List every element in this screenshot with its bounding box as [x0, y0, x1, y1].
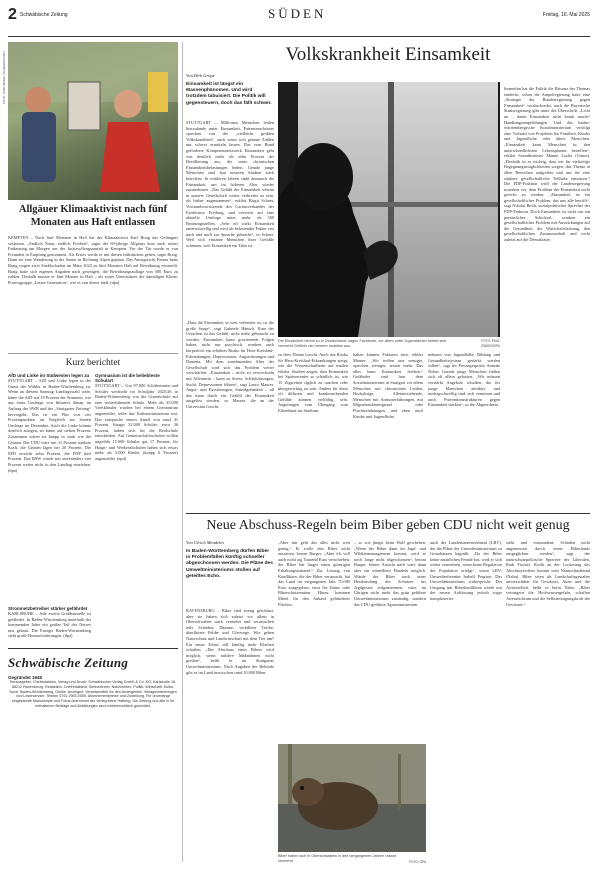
biber-headline: Neue Abschuss-Regeln beim Biber geben CDU nicht weit genug	[206, 518, 570, 533]
biber-col-2: „Aber mir geht das alles nicht weit genug.“ Er wolle den Biber nicht ausrotten, betont Burger. „Aber ich will auch nicht zig Tausend Euro verschieben, der Biber hat längst einen günstigen Erhaltungszustand.“ Zur Lösung von Konflikten, die der Biber verursacht, hat das Land im vergangenen Jahr 70.000 Euro ausgegeben, etwa für Zäune oder Biberschutzmatten. Hinzu kommen Mittel für den Ankauf gefährdeter Flächen.	[278, 540, 350, 607]
main-col-2: „Dass die Einsamkeit so weit verbreitet ist, ist die große Sorge“, sagt Gabriele Hänsch. Eine der Ursachen ist das Gefühl, nicht mehr gebraucht zu werden. Einsamkeit kann gravierende Folgen haben, nicht nur psychisch, sondern auch körperlich: ein erhöhtes Risiko für Herz-Kreislauf-Erkrankungen, Depressionen, Angststörungen und Demenz. Mit dem zunehmenden Alter der Gesellschaft wird sich das Problem weiter verschärfen. „Einsamkeit – nicht zu verwechseln mit Alleinsein – kann zu Stress, Schlafstörungen, Sucht, Depressionen führen“, sagt Laura Maurer. Angst- und Essstörungen, Suizidgedanken – all das kann durch ein Gefühl der Einsamkeit ausgelöst werden, so Maurer, die an der Universität forscht.	[186, 320, 274, 409]
issue-date: Freitag, 16. Mai 2025	[542, 12, 590, 18]
section-rule	[186, 513, 590, 514]
masthead-rule	[8, 36, 590, 37]
left-divider	[8, 353, 178, 354]
main-lead: Einsamkeit ist längst ein Massenphänomen. Und wird trotzdem tabuisiert. Die Politik will gegensteuern, doch das fällt schwer.	[186, 82, 272, 106]
kurz-heading: Kurz berichtet	[65, 358, 121, 368]
biber-col-3: – so wie jüngst beim Wolf geschehen. „Wenn der Biber dann im Jagd- und Wildtiermanagement kommt, wird er noch lange nicht abgeschossen“, betont Burger. Seiner Ansicht nach wäre dann aber ein schnelleres Handeln möglich. Würde der Biber nach einer Herabstufung des Schutzes ins Jagdgesetz aufgenommen, wäre im Übrigen nicht mehr das grün geführte Umweltministerium zuständig, sondern das CDU-geführte Agrarministerium.	[354, 540, 426, 607]
below-photo-col-3: nehmen von Jugendhilfe, Bildung und Gesundheitssystem gestärkt werden sollen“, sagt im Pressegespräch Annette Nolan. Gerade junge Menschen fühlen sich oft allein gelassen. „Wir müssen verstärkt Angebote schaffen, die für junge Menschen attraktiv und niedrigschwellig sind, sich vernetzen und auch Präventionsstrukturen gegen Einsamkeit stärken“, so die Abgeordnete.	[428, 352, 500, 408]
main-headline: Volkskrankheit Einsamkeit	[285, 44, 491, 65]
kurz-item-title: AfD und Linke im Südwesten legen zu	[8, 373, 90, 378]
activist-photo	[8, 42, 178, 200]
kurz-item-body: STUTTGART – AfD und Linke legen in der Gunst der Wähler in Baden-Württemberg zu. Wenn an diesem Sonntag Landtagswahl wäre, käme die AfD auf 19 Prozent der Stimmen, wie aus einer Umfrage von Infratest dimap im Auftrag des SWR und der „Stuttgarter Zeitung“ hervorgeht. Das ist ein Plus von vier Prozentpunkten im Vergleich zur letzten Umfrage im Dezember. Auch die Linke könnte deutlich zulegen, sie käme auf sieben Prozent. Zusammen wären sie knapp so stark wie die Grünen. Die CDU wäre mit 31 Prozent stärkste Kraft, die Grünen lägen bei 20 Prozent. Die SPD erreicht zehn Prozent, die FDP fünf Prozent. Das BSW würde mit unverändert vier Prozent weiter nicht in den Landtag einziehen. (dpa)	[8, 378, 91, 473]
biber-col-1: RAVENSBURG – Biber sind streng geschützt, aber sie haben sich zuletzt vor allem in Oberschwaben stark vermehrt und verursachen teils Schäden: Dämme, verfallene Teiche, überflutete Felder und Uferwege. Wie gehen Naturschutz und Landwirtschaft mit dem Tier um? Ein neuer Erlass soll künftig mehr Klarheit schaffen. „Der Abschuss eines Bibers wird möglich, wenn mildere Maßnahmen nicht greifen“, heißt es im Stuttgarter Umweltministerium. Nach Angaben der Behörde gibt es im Land inzwischen rund 10.000 Biber.	[186, 608, 274, 675]
below-photo-col-2: halten können Faktoren sein, erklärt Maurer. „Wir treffen uns weniger, sprechen weniger, texten mehr. Das alles kann Einsamkeit fördern.“ Gefährdet sind laut dem Sozialministerium in Stuttgart vor allem Menschen mit chronischen Leiden, Hochaltrige, Alleinerziehende, Menschen mit Armutserfahrungen, mit Migrationshintergrund oder Fluchterfahrungen, und eben auch Kinder und Jugendliche.	[353, 352, 423, 419]
column-divider	[182, 42, 183, 862]
impressum-box	[8, 648, 178, 863]
kurz-item-body: STUTTGART – Gut 87.000 Schülerinnen und Schüler wechseln im Schuljahr 2025/26 in Baden-Württemberg von der Grundschule auf eine weiterführende Schule. Mehr als 35.000 Viertklässler wurden bei einem Gymnasium angemeldet, teilte das Kultusministerium mit. Das entspreche einem Anteil von rund 41 Prozent. Knapp 32.000 Schüler, etwa 36 Prozent, haben sich für die Realschule entschieden. Auf Gemeinschaftsschulen wollen ungefähr 15.000 Schüler gut 17 Prozent, für Haupt- und Werkrealschulen haben sich etwas mehr als 5.000 Kinder (knapp 6 Prozent) angemeldet. (epd)	[95, 383, 178, 461]
kurz-column-2	[95, 373, 178, 643]
activist-photo-art	[8, 42, 178, 200]
page-number: 2	[8, 6, 17, 23]
biber-photo-caption: Biber haben sich in Oberschwaben in den vergangenen Jahren rasant vermehrt.	[278, 854, 396, 863]
impressum-title: Gegründet 1945	[8, 675, 43, 680]
paper-name: Schwäbische Zeitung	[20, 12, 68, 18]
einsamkeit-caption: Die Einsamkeit nimmt zu in Deutschland, sagen Fachleute, vor allem unter Jugendlichen breitet sich vermehrt Gefühle der inneren Isolation aus.	[278, 339, 447, 348]
ressort-title: SÜDEN	[268, 6, 327, 21]
biber-photo-art	[278, 744, 426, 852]
einsamkeit-photo	[278, 82, 500, 337]
below-photo-col-1: zu dem Thema forscht. Auch das Risiko für Herz-Kreislauf-Erkrankungen steigt, wie die Wissenschaftlerin auf mailen erklärt. Studien zeigen, dass Einsamkeit bei Spätverrenter so schädlich ist, wie 15 Zigaretten täglich zu rauchen oder übergewichtig zu sein. Anders für diese oft diffusen und krankmachenden Gefühle können vielfältig sein. Angefangen vom Übergang vom Elternhaus ins Studium.	[278, 352, 348, 413]
einsamkeit-photo-art	[278, 82, 500, 337]
activist-headline: Allgäuer Klimaaktivist nach fünf Monaten aus Haft entlassen	[18, 204, 168, 228]
biber-author: Von Ulrich Mendelin	[186, 540, 224, 545]
biber-col-5: steht und entstandene Schäden nicht angemessen durch einen Biberfonds ausgeglichen werden“, sagt der naturschutzpolitische Sprecher der Liberalen, Rudi Fischer. Kritik an der Lockerung des Abschussverbots kommt vom Naturschutzbund (Nabu). Biber seien als Landschaftsgestalter unverzichtbar für Gewässer, Auen und die Artenvielfalt, heißt es beim Nabu. „Biber verringern die Hochwassergefahr, schaffen Artenreichtum und die Selbstreinigungskraft der Gewässer.“	[506, 540, 590, 607]
activist-body: KEMPTEN – Nach fünf Monaten in Haft hat der Klimaaktivist Karl Braig das Gefängnis verlassen. „Endlich Natur, endlich Freiheit“, sagte der 69-jährige Allgäuer kurz nach seiner Entlassung am Morgen aus der Justizvollzugsanstalt in Kempten. Vor der Tür wurde er von Freunden in Empfang genommen. Als Erstes werde er mit diesen frühstücken gehen, sagte Braig. Dann sei eine Wanderung in der Sonne in Richtung Alpen geplant. Das Amtsgericht Passau hatte Braig wegen zwei Sitzblockaden im März 2023 zu fünf Monaten Haft auf Bewährung verurteilt. Braig hatte sich eigenen Angaben nach geweigert, die Bewährungsauflage von 500 Euro zu zahlen. Deshalb musste er fünf Monate in Haft – als erster Unterstützer der damaligen Klima-Protestgruppe „Letzte Generation“, wie es von dieser hieß. (dpa)	[8, 235, 178, 285]
kurz-item-title: Stromnetzbetreiber stärker gefährdet	[8, 606, 88, 611]
kurz-item-title: Gymnasium ist die beliebteste Schulart	[95, 373, 160, 383]
kurz-column-1	[8, 373, 91, 643]
biber-col-4: auch der Landesbauernverband (LBV), der die Pläne des Umweltministeriums zu Grundsätzen begrüßt. „Da der Biber keine natürlichen Feinde hat, wird er sich weiter vermehren, wenn keine Regulation der Population erfolgt“, warnt LBV-Umweltreferentin Isabell Pergiser. Das Umweltministerium widerspricht: Der Umgang mit Biberkonflikten werde mit der neuen Auffassung jedoch sogar komplizierter.	[430, 540, 502, 601]
activist-photo-credit: FOTO: KARL BRAIG / KLIMAKONTAKT	[2, 50, 6, 104]
main-col-1: STUTTGART – Millionen Menschen leiden hierzulande unter Einsamkeit. Patientenschützer sprechen von der „vielleicht größten Volkskrankheit“, auch wenn sich genaue Zahlen nur schwer ermitteln lassen. Das vom Bund geförderte Kompetenznetzwerk Einsamkeit geht von deutlich mehr als zehn Prozent der Bevölkerung aus, die unter chronischen Einsamkeitsbelastungen leiden. Gerade junge Menschen sind laut neueren Studien stark betroffen. In mittleren Jahren sinkt demnach die Einsamkeit, um im höheren Alter wieder zuzunehmen. „Das Gefühl der Einsamkeit scheint in unserer Gesellschaft weiter verbreitet zu sein, als bisher angenommen“, erklärt Birgit Schaer, Vorstandsvorsitzende des Caritasverbandes der Erzdiözese Freiburg, und verweist auf eine aktuelle Umfrage unter mehr als 300 Beratungsstellen. „Sehr oft wirkt Einsamkeit unterschwellig und wird als belastender Faktor erst nach und nach zur Sprache gebracht“, so Schaer. Weil sich einsame Menschen ihrer Gefühle schämen, weil Einsamkeit ein Tabu ist.	[186, 120, 274, 249]
einsamkeit-photo-credit: FOTO: PAUL ZINKEN/DPA	[481, 339, 500, 348]
main-col-3: Immerhin hat die Politik die Brisanz des Themas entdeckt, schon die Ampelregierung hatte eine „Strategie der Bundesregierung gegen Einsamkeit“ verabschiedet, auch die Bayerische Staatsregierung gibt unter der Überschrift „Licht an – damit Einsamkeit nicht krank macht“ Handlungsempfehlungen. Und das baden-württembergische Sozialministerium verfolgt eine Vielzahl von Projekten für Familien, Kinder und Jugendliche oder ältere Menschen. „Einsamkeit kann Menschen in den unterschiedlichsten Lebensphasen betreffen“, erklärt Sozialminister Manne Lucha (Grüne). „Deshalb ist es wichtig, dass wir für vielseitige Begegnungsmöglichkeiten sorgen, das Thema in allen Bereichen aufgreifen und uns für eine stärkere gesellschaftliche Teilhabe einsetzen.“ Die FDP-Fraktion wirft der Landesregierung trotzdem vor, dem Problem der Einsamkeit nicht gerecht zu werden. „Einsamkeit ist ein gesellschaftliches Problem, das uns alle betrifft“, sagt Nikolai Reith, sozialpolitischer Sprecher der FDP-Fraktion. Doch Einsamkeit ist nicht nur ein persönliches Schicksal, sondern ein gesellschaftliches Problem mit Auswirkungen auf die Gesundheit, die Wirtschaftsleistung, den gesellschaftlichen Zusammenhalt und nicht zuletzt auf die Demokratie.	[504, 86, 590, 243]
newspaper-logo: Schwäbische Zeitung	[8, 655, 129, 670]
biber-lead: In Baden-Württemberg dürfen Biber in Problemfällen künftig schneller abgeschossen werden. Die Pläne des Umweltministeriums stoßen auf geteiltes Echo.	[186, 549, 273, 579]
masthead	[8, 6, 590, 36]
biber-photo	[278, 744, 426, 852]
kurz-item-body: KARLSRUHE – Jede zweite Großbaustelle ist gefährdet. In Baden-Württemberg innerhalb der kommenden Jahre ein großer Teil des Netzes neu gebaut. Die Energie Baden-Württemberg sieht große Herausforderungen. (dpa)	[8, 611, 91, 639]
biber-photo-credit: FOTO: DPA	[409, 860, 426, 864]
main-author: Von Dirk Grupe	[186, 73, 215, 78]
impressum-body: Herausgeber, Chefredaktion, Verlag und Druck: Schwäbischer Verlag GmbH & Co. KG, Karlstraße 16, 88212 Ravensburg. Redaktion: Chefredakteur, Stellvertreter, Nachrichten, Politik, Wirtschaft, Kultur, Sport, Baden-Württemberg, Online. Anzeigen: Verantwortlich für den Anzeigenteil. Verlagsvertretungen und Leserservice: Telefon 0751 2955 5555. Abonnementpreise und Zustellung. Für unverlangt eingesandte Manuskripte und Fotos übernimmt der Verlag keine Haftung. Die Zeitung und alle in ihr enthaltenen Beiträge und Abbildungen sind urheberrechtlich geschützt.	[9, 680, 177, 708]
